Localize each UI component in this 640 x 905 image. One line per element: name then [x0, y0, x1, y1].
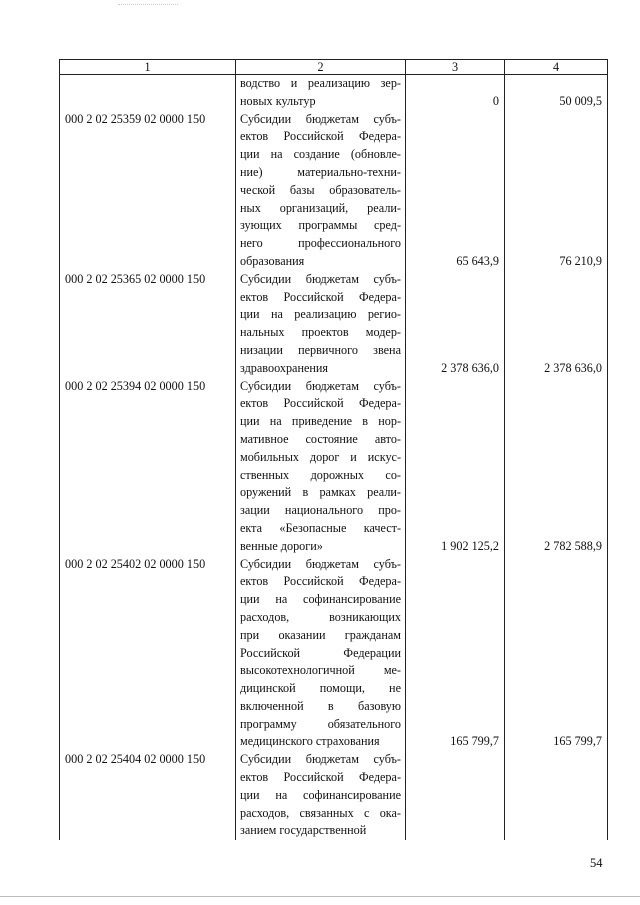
description-line: водство и реализацию зер-	[240, 76, 401, 90]
row-value-col3: 0	[406, 75, 505, 111]
description-line: оружений в рамках реали-	[240, 485, 401, 500]
description-line: Российской Федерации	[240, 645, 401, 660]
description-line: ции на приведение в нор-	[240, 414, 401, 429]
row-description	[236, 75, 406, 111]
header-col-3: 3	[406, 60, 505, 75]
description-line: ектов Российской Федера-	[240, 574, 401, 589]
description-line: мобильных дорог и искус-	[240, 449, 401, 464]
header-col-4: 4	[505, 60, 608, 75]
table-body	[60, 75, 608, 841]
row-description	[236, 556, 406, 752]
description-line: дицинской помощи, не	[240, 681, 401, 696]
description-line: включенной в базовую	[240, 698, 401, 713]
description-line: ектов Российской Федера-	[240, 289, 401, 304]
description-line: расходов, возникающих	[240, 609, 401, 624]
description-line: венные дороги»	[240, 538, 323, 553]
description-line: при оказании гражданам	[240, 627, 401, 642]
row-value-col3: 165 799,7	[406, 556, 505, 752]
row-value-col4: 50 009,5	[505, 75, 608, 111]
table-header-row	[60, 60, 608, 75]
scan-artifact	[118, 4, 178, 8]
description-line: ции на софинансирование	[240, 787, 401, 802]
row-description	[236, 751, 406, 840]
row-value-col3	[406, 751, 505, 840]
header-col-2: 2	[236, 60, 406, 75]
table-row	[60, 378, 608, 556]
page-bottom-edge	[0, 896, 640, 897]
row-code: 000 2 02 25359 02 0000 150	[60, 111, 236, 271]
row-code: 000 2 02 25402 02 0000 150	[60, 556, 236, 752]
description-line: занием государственной	[240, 823, 367, 838]
description-line: нальных проектов модер-	[240, 325, 401, 340]
description-line: образования	[240, 253, 305, 268]
table-row	[60, 111, 608, 271]
description-line: ектов Российской Федера-	[240, 396, 401, 411]
description-line: Субсидии бюджетам субъ-	[240, 271, 401, 286]
description-line: здравоохранения	[240, 360, 329, 375]
row-code: 000 2 02 25394 02 0000 150	[60, 378, 236, 556]
row-value-col3: 2 378 636,0	[406, 271, 505, 378]
description-line: зующих программы сред-	[240, 218, 401, 233]
row-code: 000 2 02 25365 02 0000 150	[60, 271, 236, 378]
row-description	[236, 271, 406, 378]
description-line: Субсидии бюджетам субъ-	[240, 556, 401, 571]
description-line: екта «Безопасные качест-	[240, 520, 401, 535]
description-line: ектов Российской Федера-	[240, 129, 401, 144]
description-line: зации национального про-	[240, 503, 401, 518]
description-line: программу обязательного	[240, 716, 401, 731]
description-line: низации первичного звена	[240, 342, 401, 357]
description-line: Субсидии бюджетам субъ-	[240, 378, 401, 393]
row-description	[236, 378, 406, 556]
row-code: 000 2 02 25404 02 0000 150	[60, 751, 236, 840]
row-code	[60, 75, 236, 111]
table-row	[60, 75, 608, 111]
description-line: расходов, связанных с ока-	[240, 805, 401, 820]
row-description	[236, 111, 406, 271]
row-value-col4: 2 378 636,0	[505, 271, 608, 378]
table-row	[60, 751, 608, 840]
description-line: высокотехнологичной ме-	[240, 663, 401, 678]
description-line: мативное состояние авто-	[240, 431, 401, 446]
table-row	[60, 271, 608, 378]
row-value-col3: 65 643,9	[406, 111, 505, 271]
description-line: ции на создание (обновле-	[240, 147, 401, 162]
row-value-col4: 165 799,7	[505, 556, 608, 752]
description-line: ние) материально-техни-	[240, 164, 401, 179]
description-line: ектов Российской Федера-	[240, 770, 401, 785]
row-value-col4: 76 210,9	[505, 111, 608, 271]
row-value-col4: 2 782 588,9	[505, 378, 608, 556]
description-line: медицинского страхования	[240, 734, 380, 749]
description-line: новых культур	[240, 93, 316, 108]
description-line: Субсидии бюджетам субъ-	[240, 752, 401, 767]
description-line: ных организаций, реали-	[240, 200, 401, 215]
page-number: 54	[590, 856, 603, 870]
description-line: ции на софинансирование	[240, 592, 401, 607]
description-line: него профессионального	[240, 236, 401, 251]
description-line: ческой базы образователь-	[240, 182, 401, 197]
budget-table	[59, 59, 608, 840]
table-row	[60, 556, 608, 752]
row-value-col3: 1 902 125,2	[406, 378, 505, 556]
description-line: ции на реализацию регио-	[240, 307, 401, 322]
row-value-col4	[505, 751, 608, 840]
description-line: ственных дорожных со-	[240, 467, 401, 482]
header-col-1: 1	[60, 60, 236, 75]
description-line: Субсидии бюджетам субъ-	[240, 111, 401, 126]
